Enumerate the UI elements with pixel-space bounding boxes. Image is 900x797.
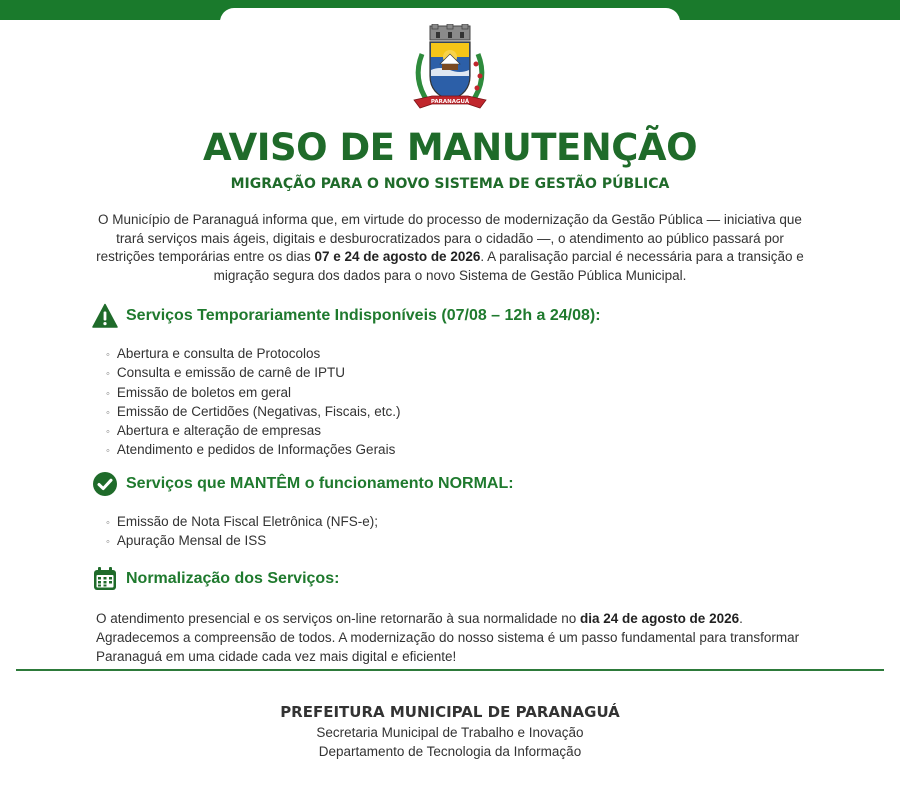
- normalization-heading-text: Normalização dos Serviços:: [126, 570, 340, 587]
- page-title: AVISO DE MANUTENÇÃO: [202, 126, 698, 169]
- list-item: ◦ Emissão de Nota Fiscal Eletrônica (NFS-e);: [106, 513, 378, 532]
- intro-text-end: . A paralisação parcial é necessária para a transição e migração segura dos dados para o novo Sistema de Gestão Pública Municipal.: [213, 249, 804, 283]
- warning-icon: [92, 303, 118, 329]
- intro-dates: 07 e 24 de agosto de 2026: [314, 249, 481, 264]
- unavailable-section-heading: [92, 303, 601, 329]
- list-item: ◦ Consulta e emissão de carnê de IPTU: [106, 364, 401, 383]
- unavailable-heading-text: Serviços Temporariamente Indisponíveis (07/08 – 12h a 24/08):: [126, 307, 601, 324]
- normal-services-list: [106, 513, 378, 552]
- normalization-date: dia 24 de agosto de 2026: [580, 611, 740, 626]
- normalization-section-heading: [92, 566, 339, 592]
- unavailable-services-list: [106, 345, 401, 461]
- intro-text-start: O Município de Paranaguá informa que, em virtude do processo de modernização da Gestão Pública — iniciativa que trará serviços mais ágeis, digitais e desburocratizados para o cidadão —, o atendimento ao público passará por restrições temporárias entre os dias: [96, 212, 802, 264]
- municipal-coat-of-arms-icon: [408, 24, 492, 114]
- normalization-text-end: . Agradecemos a compreensão de todos. A modernização do nosso sistema é um passo fundamental para transformar Paranaguá em uma cidade cada vez mais digital e eficiente!: [96, 611, 800, 664]
- normalization-text-start: O atendimento presencial e os serviços on-line retornarão à sua normalidade no: [96, 611, 581, 626]
- calendar-icon: [92, 566, 118, 592]
- list-item: ◦ Abertura e consulta de Protocolos: [106, 345, 401, 364]
- footer-title: PREFEITURA MUNICIPAL DE PARANAGUÁ: [280, 703, 620, 721]
- list-item: ◦ Abertura e alteração de empresas: [106, 422, 401, 441]
- footer-secretariat: Secretaria Municipal de Trabalho e Inovação: [316, 725, 584, 740]
- normalization-paragraph: [96, 609, 808, 666]
- list-item: ◦ Apuração Mensal de ISS: [106, 532, 378, 551]
- crest-ribbon-text: PARANAGUÁ: [430, 99, 470, 105]
- intro-paragraph: [92, 211, 808, 285]
- normal-section-heading: [92, 471, 514, 497]
- list-item: ◦ Emissão de boletos em geral: [106, 384, 401, 403]
- list-item: ◦ Emissão de Certidões (Negativas, Fiscais, etc.): [106, 403, 401, 422]
- footer-divider: [16, 669, 884, 671]
- normal-heading-text: Serviços que MANTÊM o funcionamento NORMAL:: [126, 475, 514, 492]
- page-subtitle: MIGRAÇÃO PARA O NOVO SISTEMA DE GESTÃO PÚBLICA: [230, 176, 670, 192]
- top-green-band: [0, 0, 900, 20]
- footer-department: Departamento de Tecnologia da Informação: [318, 744, 582, 759]
- check-circle-icon: [92, 471, 118, 497]
- list-item: ◦ Atendimento e pedidos de Informações Gerais: [106, 441, 401, 460]
